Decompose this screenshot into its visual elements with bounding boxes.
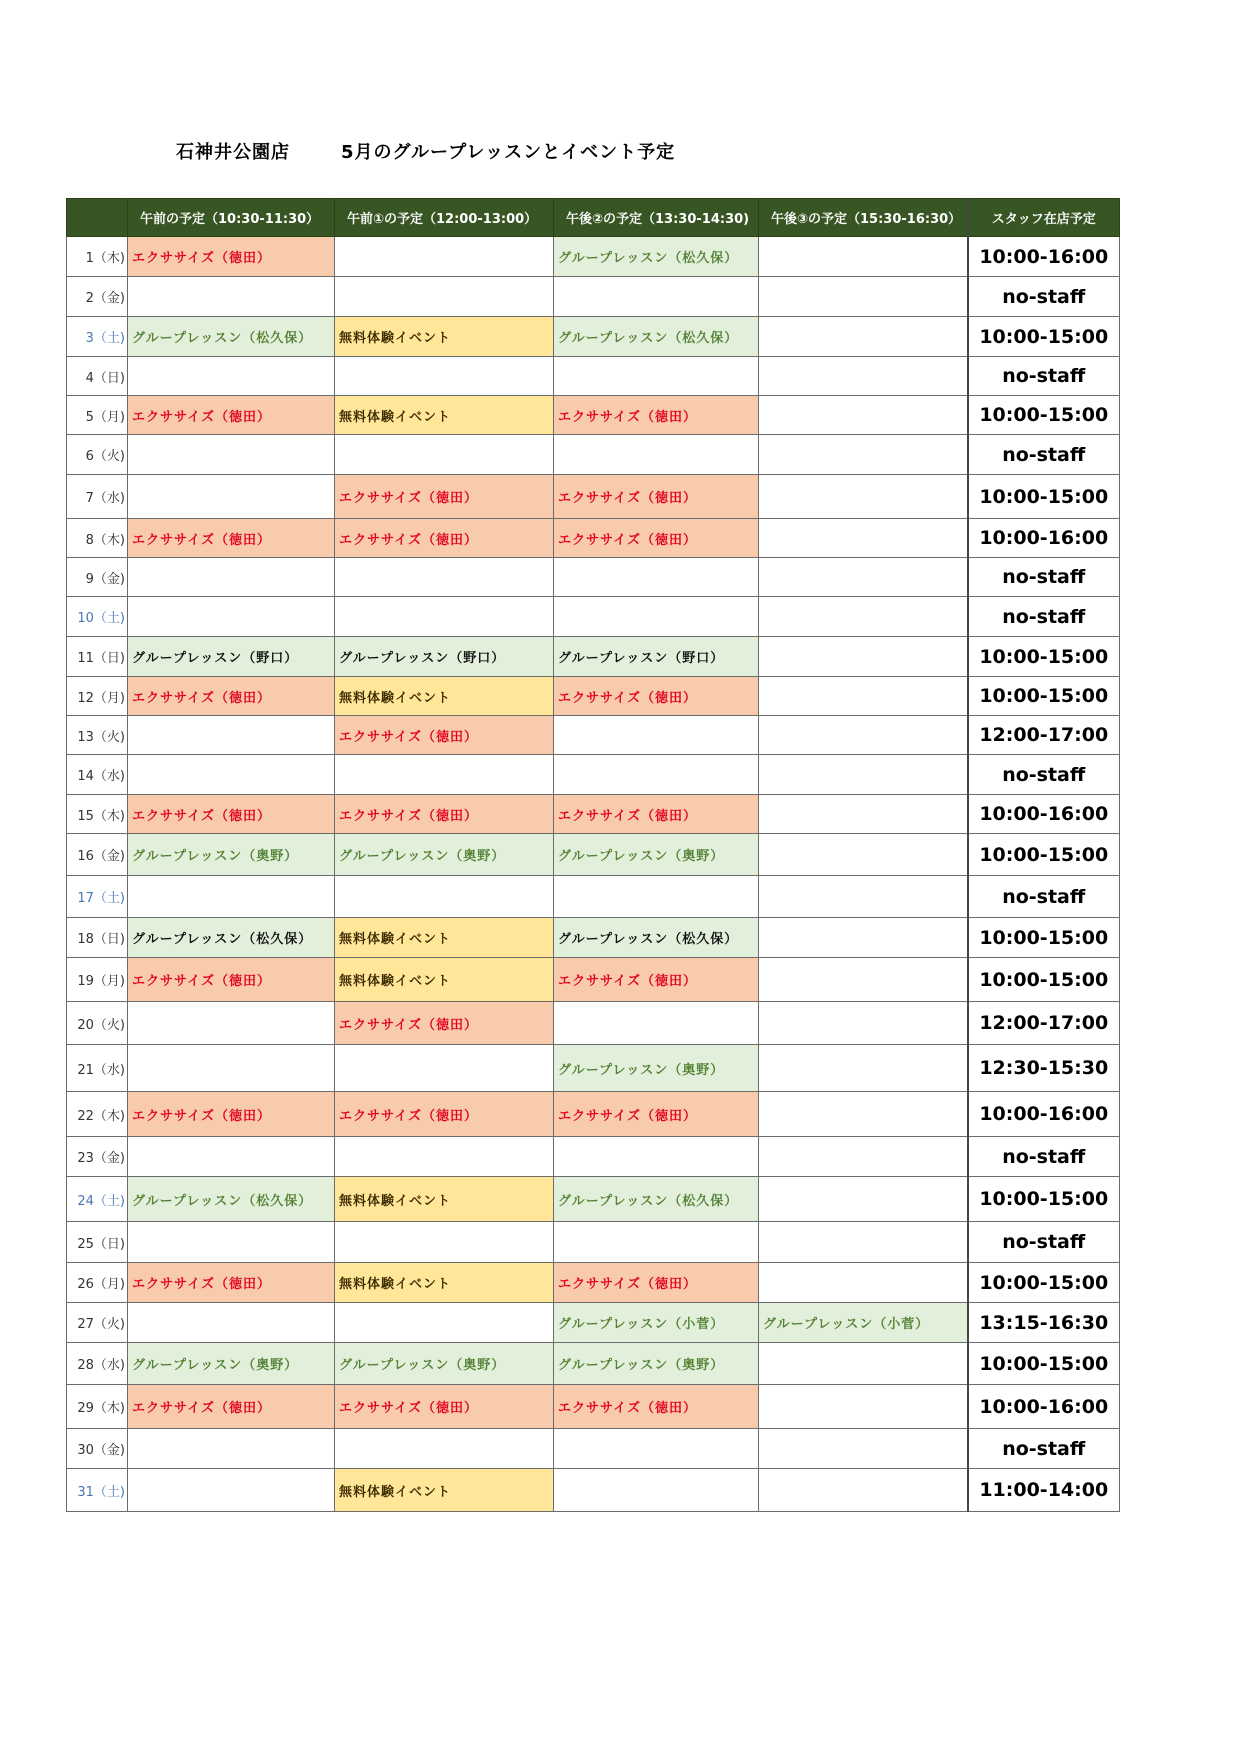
header-pm3: 午後③の予定（15:30-16:30） — [759, 199, 968, 237]
staff-hours: 11:00-14:00 — [968, 1469, 1120, 1512]
schedule-slot — [759, 958, 968, 1002]
staff-hours: no-staff — [968, 597, 1120, 637]
schedule-slot — [759, 1137, 968, 1177]
date-cell: 26（月) — [67, 1263, 128, 1303]
table-row — [67, 237, 1120, 277]
table-row — [67, 1429, 1120, 1469]
schedule-slot — [335, 435, 554, 475]
date-cell: 14（水) — [67, 755, 128, 795]
schedule-slot — [128, 277, 335, 317]
schedule-slot: グループレッスン（松久保） — [554, 1177, 759, 1222]
table-row — [67, 716, 1120, 755]
schedule-slot — [759, 1177, 968, 1222]
date-cell: 8（木) — [67, 519, 128, 558]
staff-hours: 10:00-16:00 — [968, 519, 1120, 558]
schedule-slot: エクササイズ（徳田） — [554, 1092, 759, 1137]
header-am: 午前の予定（10:30-11:30） — [128, 199, 335, 237]
schedule-slot: エクササイズ（徳田） — [128, 519, 335, 558]
table-row — [67, 277, 1120, 317]
table-row — [67, 1092, 1120, 1137]
schedule-slot — [554, 716, 759, 755]
date-cell: 23（金) — [67, 1137, 128, 1177]
staff-hours: 10:00-16:00 — [968, 1092, 1120, 1137]
date-cell: 17（土) — [67, 876, 128, 918]
staff-hours: 10:00-15:00 — [968, 834, 1120, 876]
staff-hours: 10:00-15:00 — [968, 475, 1120, 519]
date-cell: 20（火) — [67, 1002, 128, 1045]
schedule-slot: エクササイズ（徳田） — [335, 1002, 554, 1045]
staff-hours: 10:00-15:00 — [968, 1177, 1120, 1222]
schedule-slot — [335, 357, 554, 396]
schedule-slot: エクササイズ（徳田） — [554, 519, 759, 558]
date-cell: 10（土) — [67, 597, 128, 637]
schedule-slot: グループレッスン（奥野） — [554, 1045, 759, 1092]
date-cell: 25（日) — [67, 1222, 128, 1263]
date-cell: 6（火) — [67, 435, 128, 475]
staff-hours: no-staff — [968, 876, 1120, 918]
schedule-slot — [335, 1137, 554, 1177]
staff-hours: no-staff — [968, 1429, 1120, 1469]
staff-hours: 10:00-15:00 — [968, 317, 1120, 357]
schedule-slot — [759, 277, 968, 317]
schedule-slot: エクササイズ（徳田） — [554, 396, 759, 435]
table-row — [67, 475, 1120, 519]
schedule-slot: グループレッスン（奥野） — [128, 834, 335, 876]
schedule-slot: グループレッスン（松久保） — [554, 237, 759, 277]
schedule-slot: エクササイズ（徳田） — [128, 237, 335, 277]
table-row — [67, 1002, 1120, 1045]
table-row — [67, 597, 1120, 637]
schedule-slot: グループレッスン（松久保） — [128, 317, 335, 357]
page-title: 5月のグループレッスンとイベント予定 — [341, 142, 676, 163]
table-row — [67, 317, 1120, 357]
schedule-slot — [759, 876, 968, 918]
schedule-slot — [759, 834, 968, 876]
schedule-slot: エクササイズ（徳田） — [335, 1092, 554, 1137]
table-row — [67, 637, 1120, 677]
staff-hours: no-staff — [968, 357, 1120, 396]
schedule-slot — [759, 396, 968, 435]
staff-hours: 12:30-15:30 — [968, 1045, 1120, 1092]
schedule-slot — [759, 1263, 968, 1303]
schedule-slot — [128, 597, 335, 637]
schedule-slot — [759, 475, 968, 519]
table-row — [67, 1177, 1120, 1222]
schedule-slot: エクササイズ（徳田） — [554, 1263, 759, 1303]
date-cell: 31（土) — [67, 1469, 128, 1512]
schedule-slot — [759, 1045, 968, 1092]
schedule-slot — [335, 1429, 554, 1469]
date-cell: 27（火) — [67, 1303, 128, 1343]
schedule-slot: エクササイズ（徳田） — [128, 677, 335, 716]
schedule-slot — [759, 357, 968, 396]
schedule-slot — [759, 1469, 968, 1512]
table-row — [67, 1385, 1120, 1429]
schedule-slot — [759, 1222, 968, 1263]
date-cell: 7（水) — [67, 475, 128, 519]
schedule-slot — [128, 1045, 335, 1092]
schedule-slot — [759, 755, 968, 795]
schedule-slot — [759, 435, 968, 475]
schedule-slot: 無料体験イベント — [335, 1263, 554, 1303]
table-row — [67, 1137, 1120, 1177]
date-cell: 2（金) — [67, 277, 128, 317]
schedule-slot — [128, 1429, 335, 1469]
table-row — [67, 755, 1120, 795]
staff-hours: no-staff — [968, 1222, 1120, 1263]
date-cell: 29（木) — [67, 1385, 128, 1429]
schedule-slot: エクササイズ（徳田） — [335, 1385, 554, 1429]
schedule-slot — [554, 597, 759, 637]
table-row — [67, 435, 1120, 475]
table-row — [67, 918, 1120, 958]
date-cell: 19（月) — [67, 958, 128, 1002]
schedule-slot — [335, 1045, 554, 1092]
schedule-slot — [128, 558, 335, 597]
header-date — [67, 199, 128, 237]
schedule-slot: エクササイズ（徳田） — [335, 795, 554, 834]
schedule-slot: グループレッスン（野口） — [128, 637, 335, 677]
staff-hours: 10:00-15:00 — [968, 1263, 1120, 1303]
schedule-slot — [759, 558, 968, 597]
schedule-slot — [128, 1137, 335, 1177]
schedule-slot: グループレッスン（松久保） — [554, 317, 759, 357]
date-cell: 3（土) — [67, 317, 128, 357]
date-cell: 12（月) — [67, 677, 128, 716]
schedule-slot: 無料体験イベント — [335, 396, 554, 435]
schedule-slot — [554, 277, 759, 317]
date-cell: 1（木) — [67, 237, 128, 277]
schedule-slot — [554, 1429, 759, 1469]
staff-hours: no-staff — [968, 558, 1120, 597]
schedule-slot — [759, 1385, 968, 1429]
schedule-slot — [128, 357, 335, 396]
table-row — [67, 396, 1120, 435]
date-cell: 16（金) — [67, 834, 128, 876]
table-row — [67, 834, 1120, 876]
schedule-slot — [128, 1303, 335, 1343]
schedule-slot — [554, 357, 759, 396]
date-cell: 24（土) — [67, 1177, 128, 1222]
table-row — [67, 677, 1120, 716]
schedule-slot — [128, 435, 335, 475]
staff-hours: 13:15-16:30 — [968, 1303, 1120, 1343]
schedule-slot: グループレッスン（小菅） — [554, 1303, 759, 1343]
schedule-slot — [759, 519, 968, 558]
staff-hours: 10:00-16:00 — [968, 1385, 1120, 1429]
schedule-slot — [335, 1303, 554, 1343]
schedule-slot — [335, 558, 554, 597]
schedule-slot: エクササイズ（徳田） — [554, 475, 759, 519]
schedule-slot: グループレッスン（松久保） — [128, 1177, 335, 1222]
schedule-table — [66, 198, 1120, 1512]
schedule-slot — [759, 237, 968, 277]
staff-hours: no-staff — [968, 277, 1120, 317]
staff-hours: 10:00-15:00 — [968, 677, 1120, 716]
staff-hours: 10:00-15:00 — [968, 637, 1120, 677]
date-cell: 15（木) — [67, 795, 128, 834]
schedule-slot — [759, 1092, 968, 1137]
schedule-slot — [759, 677, 968, 716]
staff-hours: 12:00-17:00 — [968, 716, 1120, 755]
schedule-slot: エクササイズ（徳田） — [554, 677, 759, 716]
table-row — [67, 1222, 1120, 1263]
schedule-slot — [759, 317, 968, 357]
schedule-slot: グループレッスン（松久保） — [554, 918, 759, 958]
date-cell: 22（木) — [67, 1092, 128, 1137]
schedule-slot: 無料体験イベント — [335, 958, 554, 1002]
date-cell: 18（日) — [67, 918, 128, 958]
schedule-slot — [759, 795, 968, 834]
header-row — [67, 199, 1120, 237]
schedule-slot: グループレッスン（小菅） — [759, 1303, 968, 1343]
schedule-slot — [759, 1002, 968, 1045]
store-name: 石神井公園店 — [176, 142, 290, 163]
schedule-slot: グループレッスン（野口） — [554, 637, 759, 677]
schedule-slot: グループレッスン（奥野） — [335, 1343, 554, 1385]
staff-hours: 12:00-17:00 — [968, 1002, 1120, 1045]
staff-hours: 10:00-15:00 — [968, 1343, 1120, 1385]
schedule-slot: エクササイズ（徳田） — [128, 1263, 335, 1303]
date-cell: 9（金) — [67, 558, 128, 597]
schedule-slot: エクササイズ（徳田） — [128, 958, 335, 1002]
schedule-slot: エクササイズ（徳田） — [335, 519, 554, 558]
table-row — [67, 958, 1120, 1002]
table-row — [67, 1469, 1120, 1512]
schedule-slot: エクササイズ（徳田） — [128, 396, 335, 435]
date-cell: 5（月) — [67, 396, 128, 435]
schedule-slot: エクササイズ（徳田） — [128, 795, 335, 834]
schedule-slot — [128, 1469, 335, 1512]
schedule-slot — [759, 1429, 968, 1469]
schedule-slot: エクササイズ（徳田） — [554, 958, 759, 1002]
schedule-slot: エクササイズ（徳田） — [335, 475, 554, 519]
table-row — [67, 357, 1120, 396]
schedule-slot — [128, 1222, 335, 1263]
schedule-slot — [554, 1002, 759, 1045]
schedule-slot — [128, 716, 335, 755]
schedule-slot — [335, 1222, 554, 1263]
schedule-slot: グループレッスン（奥野） — [554, 834, 759, 876]
staff-hours: 10:00-15:00 — [968, 918, 1120, 958]
staff-hours: no-staff — [968, 755, 1120, 795]
header-pm2: 午後②の予定（13:30-14:30) — [554, 199, 759, 237]
table-row — [67, 795, 1120, 834]
schedule-slot: グループレッスン（松久保） — [128, 918, 335, 958]
schedule-slot — [554, 876, 759, 918]
schedule-slot: 無料体験イベント — [335, 918, 554, 958]
date-cell: 13（火) — [67, 716, 128, 755]
staff-hours: 10:00-16:00 — [968, 795, 1120, 834]
schedule-slot — [335, 876, 554, 918]
schedule-slot — [554, 755, 759, 795]
date-cell: 30（金) — [67, 1429, 128, 1469]
schedule-slot — [128, 1002, 335, 1045]
schedule-slot — [335, 597, 554, 637]
schedule-slot: エクササイズ（徳田） — [128, 1092, 335, 1137]
header-staff: スタッフ在店予定 — [968, 199, 1120, 237]
schedule-slot: グループレッスン（野口） — [335, 637, 554, 677]
schedule-slot — [335, 237, 554, 277]
schedule-slot: グループレッスン（奥野） — [128, 1343, 335, 1385]
schedule-slot — [759, 716, 968, 755]
schedule-slot — [554, 1222, 759, 1263]
staff-hours: 10:00-15:00 — [968, 396, 1120, 435]
schedule-slot: グループレッスン（奥野） — [335, 834, 554, 876]
schedule-slot — [759, 918, 968, 958]
table-row — [67, 1263, 1120, 1303]
schedule-slot: エクササイズ（徳田） — [128, 1385, 335, 1429]
schedule-slot — [554, 1137, 759, 1177]
schedule-slot — [128, 876, 335, 918]
table-row — [67, 1343, 1120, 1385]
schedule-slot — [759, 637, 968, 677]
table-row — [67, 519, 1120, 558]
staff-hours: no-staff — [968, 435, 1120, 475]
header-am1: 午前①の予定（12:00-13:00） — [335, 199, 554, 237]
table-row — [67, 876, 1120, 918]
schedule-slot: 無料体験イベント — [335, 1177, 554, 1222]
date-cell: 21（水) — [67, 1045, 128, 1092]
schedule-slot: 無料体験イベント — [335, 317, 554, 357]
staff-hours: 10:00-16:00 — [968, 237, 1120, 277]
schedule-slot — [335, 755, 554, 795]
schedule-slot: グループレッスン（奥野） — [554, 1343, 759, 1385]
schedule-slot — [554, 435, 759, 475]
schedule-slot — [554, 558, 759, 597]
schedule-slot: 無料体験イベント — [335, 1469, 554, 1512]
schedule-slot: 無料体験イベント — [335, 677, 554, 716]
date-cell: 11（日) — [67, 637, 128, 677]
schedule-slot: エクササイズ（徳田） — [335, 716, 554, 755]
schedule-slot: エクササイズ（徳田） — [554, 1385, 759, 1429]
schedule-slot — [759, 597, 968, 637]
staff-hours: 10:00-15:00 — [968, 958, 1120, 1002]
schedule-slot — [128, 755, 335, 795]
schedule-slot — [335, 277, 554, 317]
schedule-slot — [128, 475, 335, 519]
date-cell: 4（日) — [67, 357, 128, 396]
table-row — [67, 1045, 1120, 1092]
table-row — [67, 1303, 1120, 1343]
table-row — [67, 558, 1120, 597]
date-cell: 28（水) — [67, 1343, 128, 1385]
schedule-slot — [759, 1343, 968, 1385]
schedule-slot: エクササイズ（徳田） — [554, 795, 759, 834]
schedule-slot — [554, 1469, 759, 1512]
staff-hours: no-staff — [968, 1137, 1120, 1177]
